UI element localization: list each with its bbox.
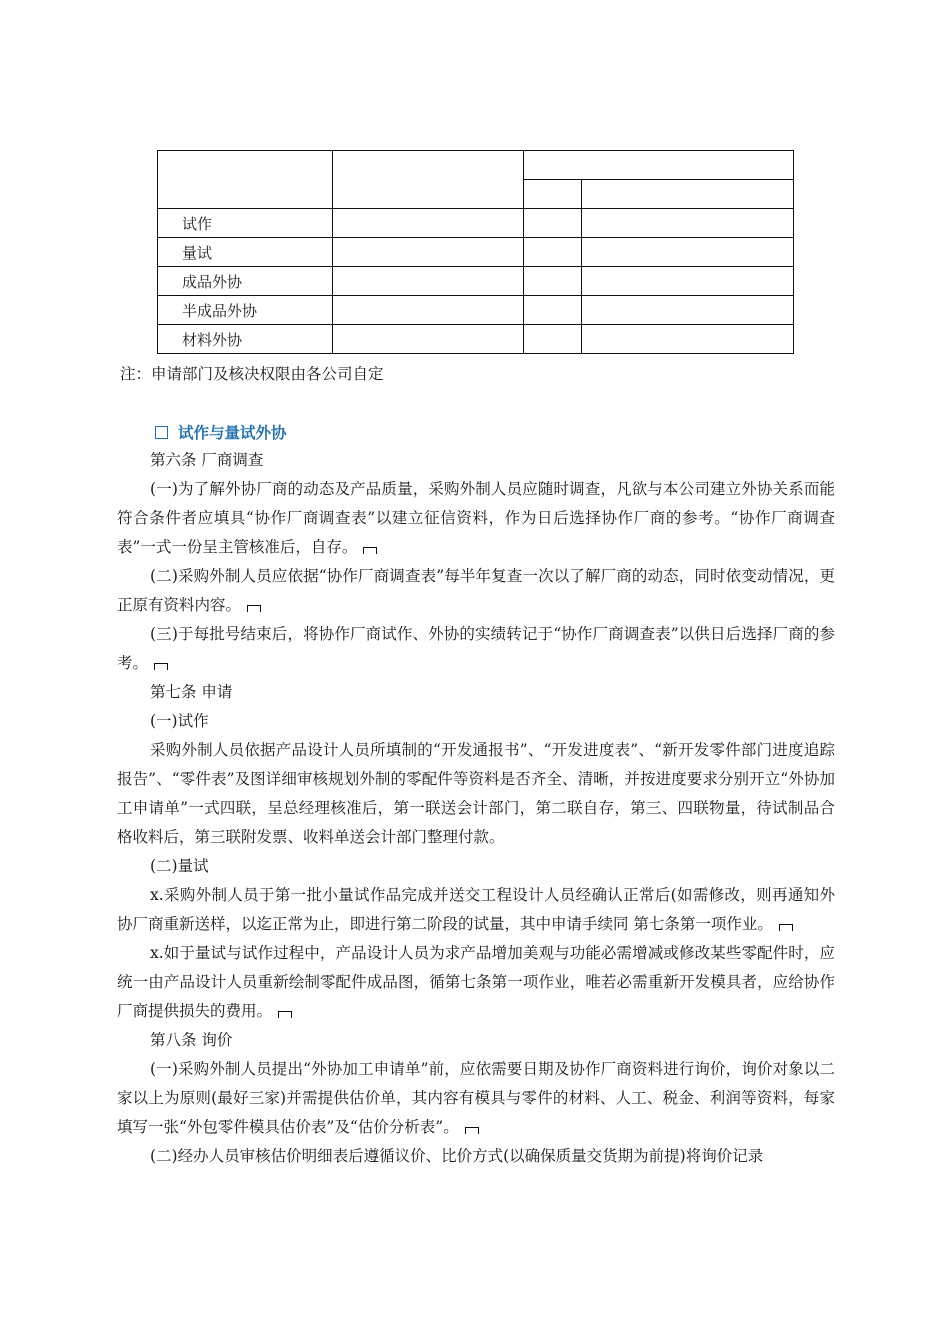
body-text [117, 446, 835, 1171]
table-header-cell [524, 151, 794, 180]
paragraph-text: x.如于量试与试作过程中，产品设计人员为求产品增加美观与功能必需增减或修改某些零配件时，应统一由产品设计人员重新绘制零配件成品图，循第七条第一项作业，唯若必需重新开发模具者，应给协作厂商提供损失的费用。 [117, 944, 835, 1020]
paragraph-text: 第八条 询价 [150, 1031, 233, 1049]
paragraph [117, 1055, 835, 1142]
paragraph-text: (一)为了解外协厂商的动态及产品质量，采购外制人员应随时调查，凡欲与本公司建立外协关系而能符合条件者应填具“协作厂商调查表”以建立征信资料，作为日后选择协作厂商的参考。“协作厂商调查表”一式一份呈主管核准后，自存。 [117, 480, 835, 556]
table-header-cell [524, 180, 582, 209]
row-label: 试作 [158, 209, 333, 238]
table-row [158, 296, 794, 325]
paragraph-text: 采购外制人员依据产品设计人员所填制的“开发通报书”、“开发进度表”、“新开发零件部门进度追踪报告”、“零件表”及图详细审核规划外制的零配件等资料是否齐全、清晰，并按进度要求分别开立“外协加工申请单”一式四联，呈总经理核准后，第一联送会计部门，第二联自存，第三、四联物量，待试制品合格收料后，第三联附发票、收料单送会计部门整理付款。 [117, 741, 835, 846]
checkbox-icon [155, 426, 168, 439]
row-label: 半成品外协 [158, 296, 333, 325]
paragraph-text: 第六条 厂商调查 [150, 451, 264, 469]
table-header-cell [158, 151, 333, 209]
article-heading [117, 446, 835, 475]
paragraph-text: x.采购外制人员于第一批小量试作品完成并送交工程设计人员经确认正常后(如需修改，则再通知外协厂商重新送样，以迄正常为止，即进行第二阶段的试量，其中申请手续同 第七条第一项作业。 [117, 886, 835, 933]
paragraph [117, 939, 835, 1026]
paragraph-mark-icon [465, 1127, 479, 1134]
section-heading [155, 421, 287, 443]
table-header-cell [333, 151, 524, 209]
paragraph-mark-icon [278, 1011, 292, 1018]
article-heading [117, 1026, 835, 1055]
row-label: 材料外协 [158, 325, 333, 354]
paragraph [117, 475, 835, 562]
authority-table [157, 150, 794, 354]
section-title: 试作与量试外协 [178, 423, 287, 442]
paragraph-mark-icon [363, 547, 377, 554]
article-heading [117, 852, 835, 881]
row-label: 成品外协 [158, 267, 333, 296]
paragraph-mark-icon [154, 663, 168, 670]
paragraph [117, 881, 835, 939]
row-label: 量试 [158, 238, 333, 267]
paragraph-text: 第七条 申请 [150, 683, 233, 701]
table-row [158, 209, 794, 238]
table-header-cell [582, 180, 794, 209]
table-row [158, 325, 794, 354]
paragraph [117, 736, 835, 852]
table-row [158, 238, 794, 267]
paragraph-text: (二)采购外制人员应依据“协作厂商调查表”每半年复查一次以了解厂商的动态，同时依变动情况，更正原有资料内容。 [117, 567, 835, 614]
paragraph-mark-icon [247, 605, 261, 612]
paragraph-text: (二)经办人员审核估价明细表后遵循议价、比价方式(以确保质量交货期为前提)将询价记录 [150, 1147, 764, 1165]
table-note: 注：申请部门及核决权限由各公司自定 [120, 365, 384, 383]
paragraph-text: (三)于每批号结束后，将协作厂商试作、外协的实绩转记于“协作厂商调查表”以供日后选择厂商的参考。 [117, 625, 835, 672]
paragraph-text: (二)量试 [150, 857, 209, 875]
paragraph [117, 562, 835, 620]
paragraph-mark-icon [779, 924, 793, 931]
paragraph-text: (一)试作 [150, 712, 209, 730]
paragraph [117, 1142, 835, 1171]
paragraph-text: (一)采购外制人员提出“外协加工申请单”前，应依需要日期及协作厂商资料进行询价，询价对象以二家以上为原则(最好三家)并需提供估价单，其内容有模具与零件的材料、人工、税金、利润等资料，每家填写一张“外包零件模具估价表”及“估价分析表”。 [117, 1060, 835, 1136]
article-heading [117, 678, 835, 707]
table-row [158, 267, 794, 296]
paragraph [117, 620, 835, 678]
article-heading [117, 707, 835, 736]
